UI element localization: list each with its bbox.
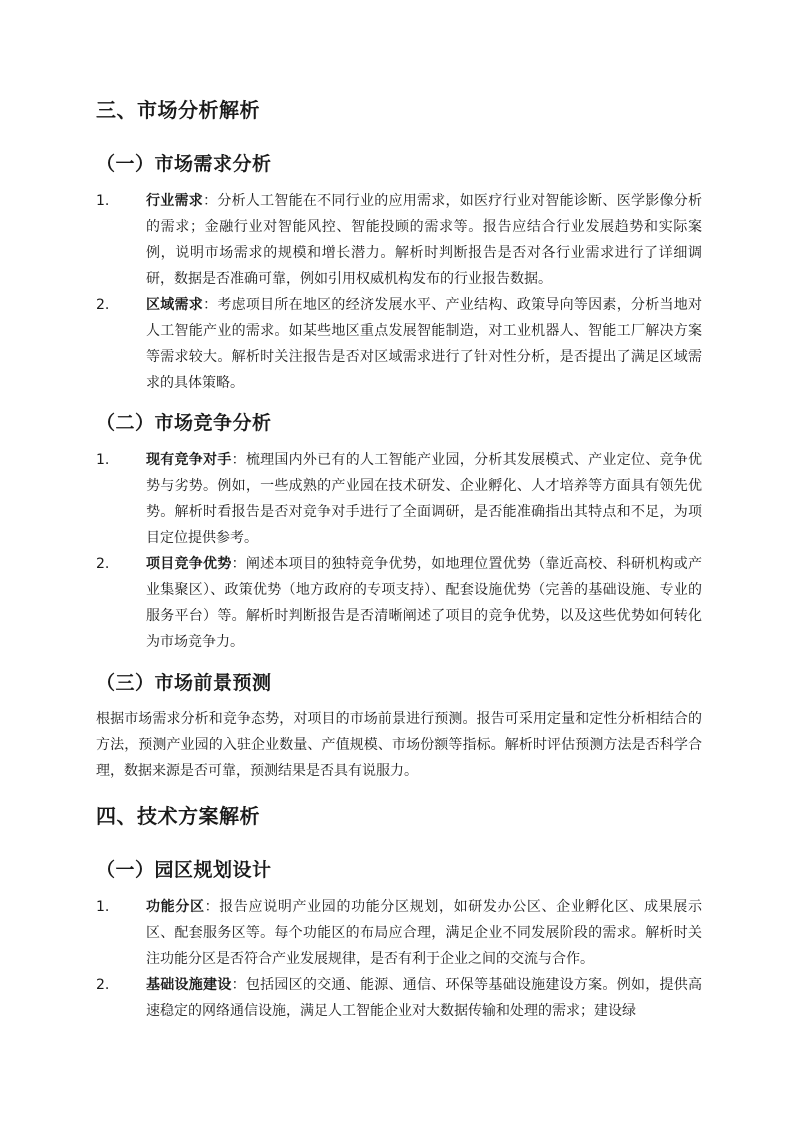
list-item-text [146, 447, 702, 551]
list-item-body: ：包括园区的交通、能源、通信、环保等基础设施建设方案。例如，提供高速稳定的网络通信设施，满足人工智能企业对大数据传输和处理的需求；建设绿 [146, 977, 703, 1019]
list-item-body: ：分析人工智能在不同行业的应用需求，如医疗行业对智能诊断、医学影像分析的需求；金融行业对智能风控、智能投顾的需求等。报告应结合行业发展趋势和实际案例，说明市场需求的规模和增长潜力。解析时判断报告是否对各行业需求进行了详细调研，数据是否准确可靠，例如引用权威机构发布的行业报告数据。 [146, 193, 703, 287]
list-item-body: ：阐述本项目的独特竞争优势，如地理位置优势（靠近高校、科研机构或产业集聚区）、政策优势（地方政府的专项支持）、配套设施优势（完善的基础设施、专业的服务平台）等。解析时判断报告是否清晰阐述了项目的竞争优势，以及这些优势如何转化为市场竞争力。 [146, 556, 703, 650]
section-heading-3: 三、市场分析解析 [96, 98, 260, 122]
subsection-heading-market-forecast: （三）市场前景预测 [96, 672, 272, 694]
subsection-heading-market-demand: （一）市场需求分析 [96, 153, 272, 175]
list-number: 2. [96, 977, 110, 993]
list-number: 1. [96, 193, 110, 209]
list-item-label: 功能分区 [146, 899, 205, 915]
list-number: 1. [96, 452, 110, 468]
subsection-heading-park-planning: （一）园区规划设计 [96, 859, 272, 881]
list-number: 2. [96, 556, 110, 572]
list-item-text [146, 894, 702, 972]
section-heading-4: 四、技术方案解析 [96, 804, 260, 828]
list-number: 1. [96, 899, 110, 915]
list-item-label: 行业需求 [146, 193, 204, 209]
list-item-label: 现有竞争对手 [146, 452, 232, 468]
list-item-text [146, 188, 702, 292]
list-number: 2. [96, 297, 110, 313]
list-item-text [146, 551, 702, 655]
list-item-text [146, 972, 702, 1024]
list-item-label: 项目竞争优势 [146, 556, 232, 572]
list-item-body: ：梳理国内外已有的人工智能产业园，分析其发展模式、产业定位、竞争优势与劣势。例如，一些成熟的产业园在技术研发、企业孵化、人才培养等方面具有领先优势。解析时看报告是否对竞争对手进行了全面调研，是否能准确指出其特点和不足，为项目定位提供参考。 [146, 452, 703, 546]
subsection-heading-market-competition: （二）市场竞争分析 [96, 412, 272, 434]
list-item-label: 区域需求 [146, 297, 204, 313]
paragraph-market-forecast: 根据市场需求分析和竞争态势，对项目的市场前景进行预测。报告可采用定量和定性分析相结合的方法，预测产业园的入驻企业数量、产值规模、市场份额等指标。解析时评估预测方法是否科学合理，数据来源是否可靠，预测结果是否具有说服力。 [96, 711, 702, 779]
list-item-body: ：考虑项目所在地区的经济发展水平、产业结构、政策导向等因素，分析当地对人工智能产业的需求。如某些地区重点发展智能制造，对工业机器人、智能工厂解决方案等需求较大。解析时关注报告是否对区域需求进行了针对性分析，是否提出了满足区域需求的具体策略。 [146, 297, 703, 391]
list-item-body: ：报告应说明产业园的功能分区规划，如研发办公区、企业孵化区、成果展示区、配套服务区等。每个功能区的布局应合理，满足企业不同发展阶段的需求。解析时关注功能分区是否符合产业发展规律，是否有利于企业之间的交流与合作。 [146, 899, 703, 967]
list-item-label: 基础设施建设 [146, 977, 232, 993]
list-item-text [146, 292, 702, 396]
